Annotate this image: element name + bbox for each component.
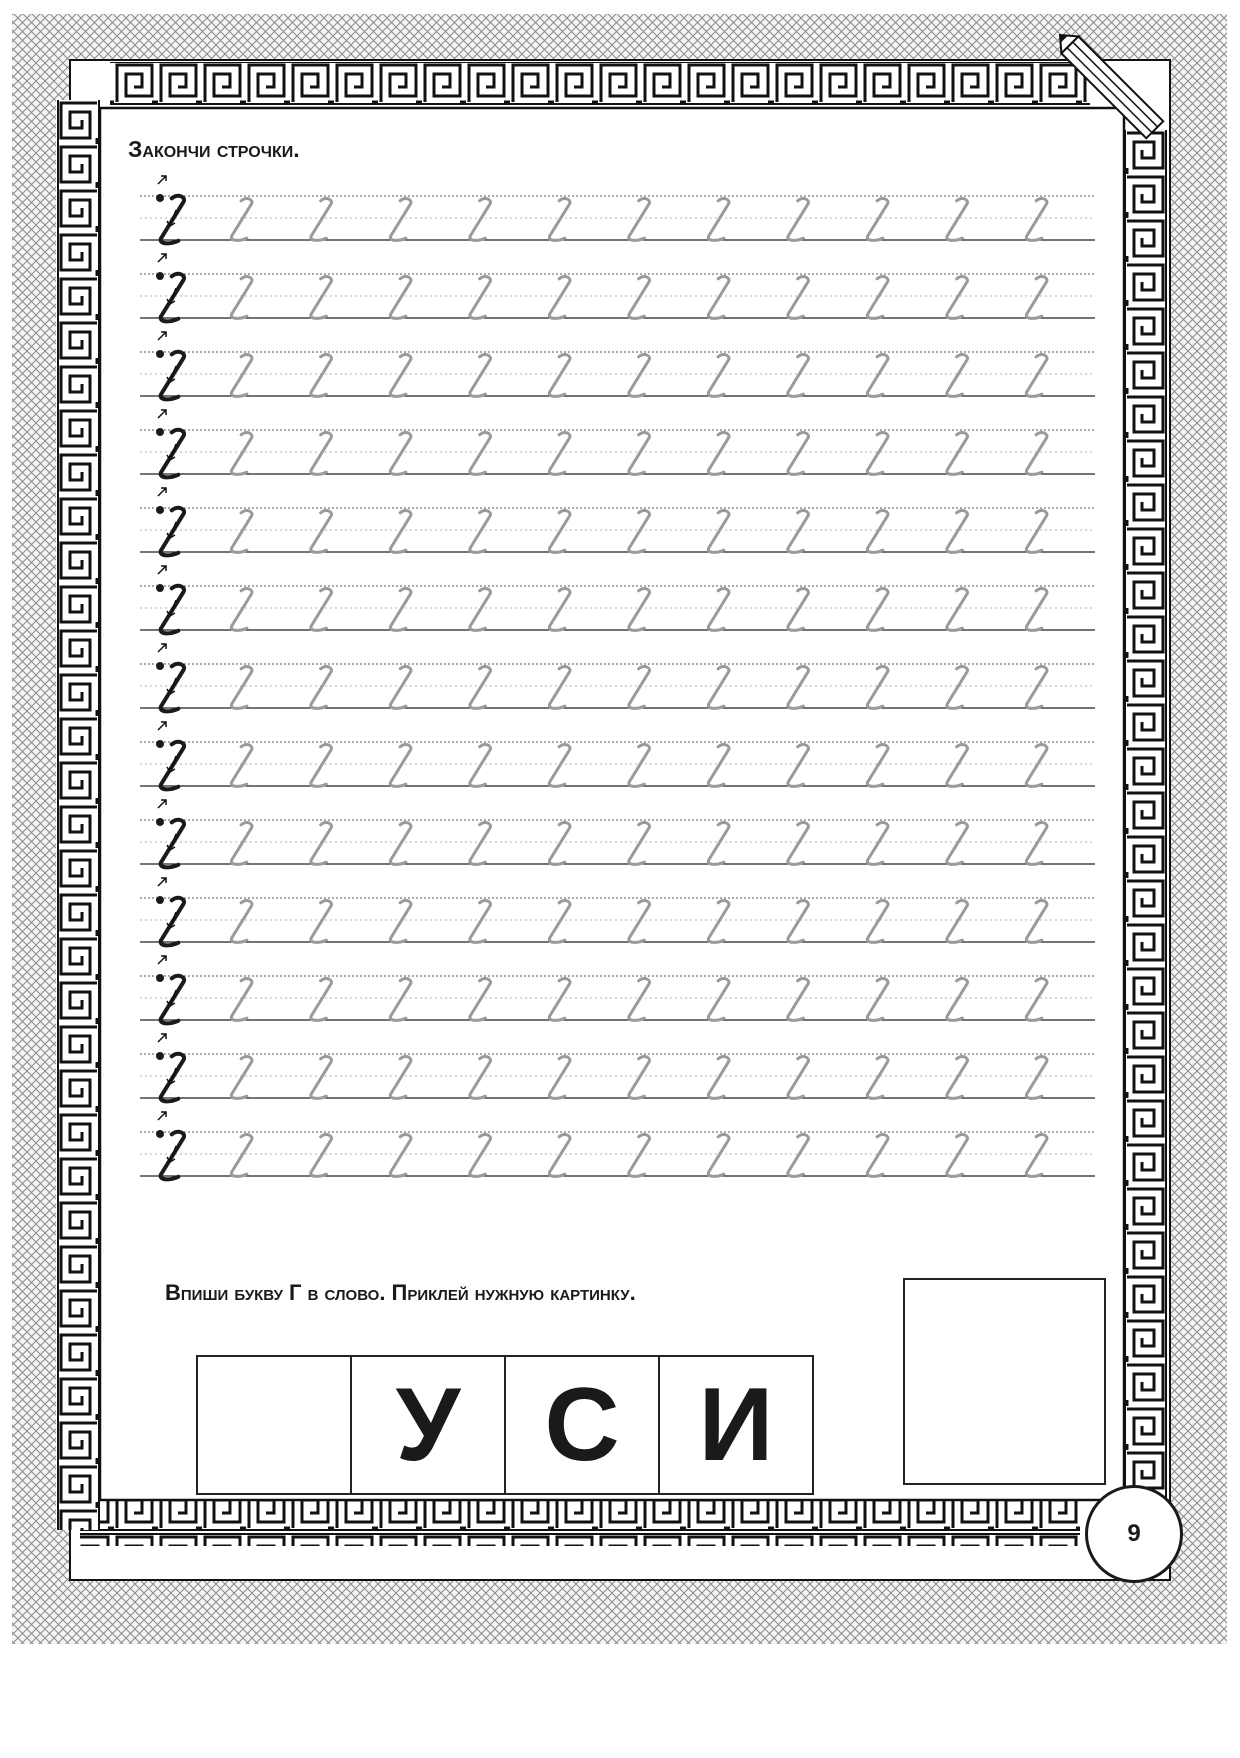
start-dot	[156, 194, 164, 202]
tracing-letter	[947, 277, 968, 319]
instruction-text: Впиши букву Г в слово. Приклей нужную картинку.	[165, 1280, 636, 1305]
tracing-letter	[549, 901, 570, 943]
tracing-letter	[788, 511, 809, 553]
start-dot	[156, 350, 164, 358]
tracing-letter	[867, 1135, 888, 1177]
tracing-letter	[231, 277, 252, 319]
tracing-letter	[311, 1057, 332, 1099]
tracing-letter	[1026, 1057, 1047, 1099]
tracing-letter	[231, 355, 252, 397]
tracing-letter	[470, 901, 491, 943]
arrow-icon	[158, 332, 166, 340]
tracing-letter	[311, 745, 332, 787]
tracing-letter	[390, 277, 411, 319]
tracing-letter	[470, 1135, 491, 1177]
tracing-letter	[390, 511, 411, 553]
tracing-letter	[867, 979, 888, 1021]
tracing-letter	[311, 199, 332, 241]
tracing-letter	[788, 277, 809, 319]
start-dot	[156, 1130, 164, 1138]
tracing-letter	[1026, 979, 1047, 1021]
tracing-letter	[549, 589, 570, 631]
tracing-letter	[629, 901, 650, 943]
letter-box: У	[352, 1357, 506, 1493]
page-title: Закончи строчки.	[128, 136, 300, 162]
arrow-icon	[158, 410, 166, 418]
tracing-letter	[788, 355, 809, 397]
tracing-letter	[867, 667, 888, 709]
tracing-letter	[788, 745, 809, 787]
tracing-letter	[390, 355, 411, 397]
tracing-letter	[708, 1057, 729, 1099]
tracing-letter	[629, 433, 650, 475]
start-dot	[156, 740, 164, 748]
tracing-letter	[947, 199, 968, 241]
tracing-letter	[311, 355, 332, 397]
arrow-icon	[158, 722, 166, 730]
tracing-letter	[231, 511, 252, 553]
tracing-letter	[947, 511, 968, 553]
letter-box: С	[506, 1357, 660, 1493]
tracing-letter	[311, 277, 332, 319]
arrow-icon	[158, 254, 166, 262]
tracing-letter	[231, 901, 252, 943]
tracing-letter	[1026, 901, 1047, 943]
tracing-letter	[629, 199, 650, 241]
arrow-icon	[158, 176, 166, 184]
tracing-letter	[867, 433, 888, 475]
start-dot	[156, 896, 164, 904]
tracing-letter	[867, 901, 888, 943]
tracing-letter	[470, 1057, 491, 1099]
arrow-icon	[158, 488, 166, 496]
tracing-letter	[390, 745, 411, 787]
tracing-letter	[708, 199, 729, 241]
tracing-letter	[867, 511, 888, 553]
tracing-letter	[788, 901, 809, 943]
tracing-letter	[708, 277, 729, 319]
tracing-letter	[708, 589, 729, 631]
tracing-letter	[390, 199, 411, 241]
tracing-letter	[708, 901, 729, 943]
tracing-letter	[708, 433, 729, 475]
arrow-icon	[158, 644, 166, 652]
arrow-icon	[158, 1112, 166, 1120]
tracing-letter	[390, 1057, 411, 1099]
tracing-letter	[947, 433, 968, 475]
tracing-letter	[549, 745, 570, 787]
tracing-letter	[390, 979, 411, 1021]
tracing-letter	[788, 199, 809, 241]
tracing-letter	[629, 355, 650, 397]
tracing-letter	[629, 823, 650, 865]
start-dot	[156, 818, 164, 826]
tracing-letter	[1026, 199, 1047, 241]
tracing-letter	[947, 823, 968, 865]
tracing-letter	[311, 823, 332, 865]
tracing-letter	[867, 199, 888, 241]
tracing-letter	[549, 979, 570, 1021]
tracing-letter	[708, 511, 729, 553]
tracing-letter	[231, 823, 252, 865]
tracing-letter	[788, 1135, 809, 1177]
tracing-letter	[947, 355, 968, 397]
tracing-letter	[947, 979, 968, 1021]
start-dot	[156, 584, 164, 592]
tracing-letter	[788, 1057, 809, 1099]
tracing-letter	[549, 1057, 570, 1099]
tracing-letter	[867, 277, 888, 319]
tracing-letter	[470, 433, 491, 475]
start-dot	[156, 428, 164, 436]
tracing-letter	[788, 433, 809, 475]
arrow-icon	[158, 800, 166, 808]
tracing-letter	[390, 667, 411, 709]
page-number: 9	[1085, 1485, 1183, 1583]
tracing-letter	[1026, 511, 1047, 553]
start-dot	[156, 974, 164, 982]
tracing-letter	[708, 667, 729, 709]
start-dot	[156, 272, 164, 280]
tracing-letter	[867, 823, 888, 865]
tracing-letter	[311, 1135, 332, 1177]
tracing-letter	[1026, 433, 1047, 475]
tracing-letter	[549, 199, 570, 241]
tracing-letter	[947, 745, 968, 787]
tracing-letter	[788, 589, 809, 631]
tracing-letter	[390, 823, 411, 865]
tracing-letter	[549, 277, 570, 319]
tracing-letter	[1026, 277, 1047, 319]
tracing-letter	[867, 589, 888, 631]
tracing-letter	[470, 199, 491, 241]
tracing-letter	[470, 667, 491, 709]
start-dot	[156, 1052, 164, 1060]
tracing-letter	[390, 901, 411, 943]
tracing-letter	[390, 1135, 411, 1177]
tracing-letter	[629, 745, 650, 787]
tracing-letter	[549, 823, 570, 865]
tracing-letter	[947, 901, 968, 943]
tracing-letter	[708, 355, 729, 397]
tracing-letter	[867, 355, 888, 397]
tracing-letter	[629, 1057, 650, 1099]
tracing-letter	[1026, 1135, 1047, 1177]
tracing-letter	[947, 667, 968, 709]
tracing-letter	[947, 1135, 968, 1177]
tracing-letter	[231, 589, 252, 631]
tracing-letter	[311, 979, 332, 1021]
tracing-letter	[629, 277, 650, 319]
tracing-letter	[231, 667, 252, 709]
tracing-letter	[311, 511, 332, 553]
tracing-letter	[708, 745, 729, 787]
tracing-letter	[708, 823, 729, 865]
tracing-letter	[231, 199, 252, 241]
tracing-letter	[311, 901, 332, 943]
tracing-letter	[708, 979, 729, 1021]
letter-box-empty[interactable]	[198, 1357, 352, 1493]
start-dot	[156, 662, 164, 670]
arrow-icon	[158, 878, 166, 886]
tracing-letter	[311, 433, 332, 475]
word-puzzle	[196, 1355, 814, 1495]
arrow-icon	[158, 956, 166, 964]
tracing-letter	[947, 589, 968, 631]
tracing-letter	[629, 511, 650, 553]
tracing-letter	[390, 433, 411, 475]
tracing-letter	[311, 667, 332, 709]
tracing-letter	[1026, 589, 1047, 631]
start-dot	[156, 506, 164, 514]
tracing-letter	[470, 979, 491, 1021]
arrow-icon	[158, 566, 166, 574]
tracing-letter	[231, 1057, 252, 1099]
tracing-letter	[231, 1135, 252, 1177]
tracing-letter	[549, 355, 570, 397]
tracing-letter	[629, 979, 650, 1021]
tracing-letter	[231, 745, 252, 787]
tracing-letter	[549, 433, 570, 475]
tracing-letter	[867, 1057, 888, 1099]
tracing-letter	[231, 979, 252, 1021]
tracing-letter	[470, 355, 491, 397]
tracing-letter	[629, 667, 650, 709]
tracing-letter	[788, 667, 809, 709]
letter-box: И	[698, 1367, 774, 1483]
tracing-letter	[470, 745, 491, 787]
arrow-icon	[158, 1034, 166, 1042]
tracing-letter	[549, 667, 570, 709]
tracing-letter	[470, 277, 491, 319]
tracing-letter	[549, 1135, 570, 1177]
tracing-letter	[867, 745, 888, 787]
tracing-letter	[390, 589, 411, 631]
tracing-letter	[1026, 745, 1047, 787]
tracing-letter	[788, 823, 809, 865]
tracing-letter	[1026, 355, 1047, 397]
sticker-box[interactable]	[903, 1278, 1106, 1485]
tracing-letter	[708, 1135, 729, 1177]
tracing-letter	[788, 979, 809, 1021]
tracing-letter	[549, 511, 570, 553]
tracing-letter	[470, 823, 491, 865]
tracing-letter	[470, 589, 491, 631]
tracing-letter	[629, 589, 650, 631]
tracing-letter	[311, 589, 332, 631]
tracing-letter	[629, 1135, 650, 1177]
tracing-letter	[470, 511, 491, 553]
tracing-letter	[947, 1057, 968, 1099]
tracing-letter	[1026, 823, 1047, 865]
tracing-letter	[1026, 667, 1047, 709]
tracing-letter	[231, 433, 252, 475]
